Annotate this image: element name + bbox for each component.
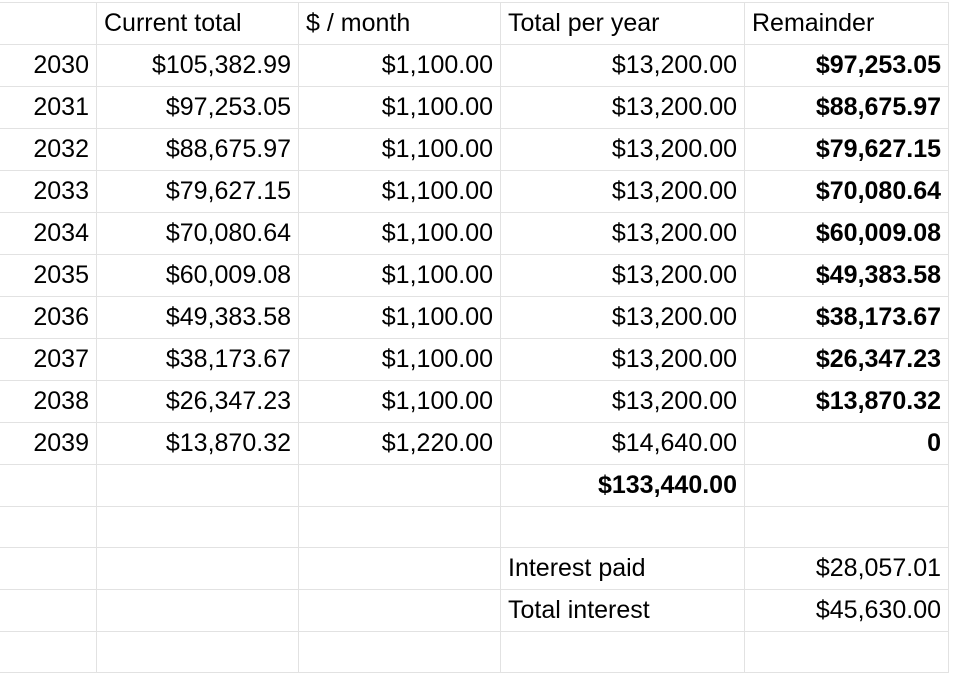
total-per-year-sum-cell[interactable]: $133,440.00 xyxy=(501,465,745,507)
current-total-cell[interactable]: $88,675.97 xyxy=(97,129,299,171)
empty-cell[interactable] xyxy=(299,590,501,632)
current-total-cell[interactable]: $60,009.08 xyxy=(97,255,299,297)
remainder-cell[interactable]: $49,383.58 xyxy=(745,255,949,297)
year-cell[interactable]: 2035 xyxy=(0,255,97,297)
table-row xyxy=(0,339,949,381)
empty-cell[interactable] xyxy=(0,507,97,548)
empty-cell[interactable] xyxy=(97,590,299,632)
year-cell[interactable]: 2036 xyxy=(0,297,97,339)
per-year-cell[interactable]: $13,200.00 xyxy=(501,297,745,339)
per-year-cell[interactable]: $13,200.00 xyxy=(501,339,745,381)
table-row xyxy=(0,213,949,255)
remainder-cell[interactable]: $38,173.67 xyxy=(745,297,949,339)
remainder-cell[interactable]: $88,675.97 xyxy=(745,87,949,129)
empty-cell[interactable] xyxy=(745,465,949,507)
year-cell[interactable]: 2034 xyxy=(0,213,97,255)
empty-cell[interactable] xyxy=(97,465,299,507)
per-month-cell[interactable]: $1,100.00 xyxy=(299,45,501,87)
header-cell-per-month[interactable]: $ / month xyxy=(299,3,501,45)
per-year-cell[interactable]: $14,640.00 xyxy=(501,423,745,465)
current-total-cell[interactable]: $105,382.99 xyxy=(97,45,299,87)
remainder-cell[interactable]: $26,347.23 xyxy=(745,339,949,381)
table-row xyxy=(0,87,949,129)
current-total-cell[interactable]: $38,173.67 xyxy=(97,339,299,381)
year-cell[interactable]: 2033 xyxy=(0,171,97,213)
per-year-cell[interactable]: $13,200.00 xyxy=(501,87,745,129)
remainder-cell[interactable]: $60,009.08 xyxy=(745,213,949,255)
remainder-cell[interactable]: $97,253.05 xyxy=(745,45,949,87)
current-total-cell[interactable]: $26,347.23 xyxy=(97,381,299,423)
table-row xyxy=(0,423,949,465)
per-year-cell[interactable]: $13,200.00 xyxy=(501,171,745,213)
empty-cell[interactable] xyxy=(97,632,299,673)
summary-value-cell[interactable]: $45,630.00 xyxy=(745,590,949,632)
header-cell-year[interactable] xyxy=(0,3,97,45)
year-cell[interactable]: 2032 xyxy=(0,129,97,171)
per-month-cell[interactable]: $1,100.00 xyxy=(299,171,501,213)
sum-row xyxy=(0,465,949,507)
summary-label-cell[interactable]: Total interest xyxy=(501,590,745,632)
empty-cell[interactable] xyxy=(299,465,501,507)
header-cell-remainder[interactable]: Remainder xyxy=(745,3,949,45)
summary-value-cell[interactable]: $28,057.01 xyxy=(745,548,949,590)
table-row xyxy=(0,45,949,87)
per-month-cell[interactable]: $1,220.00 xyxy=(299,423,501,465)
per-year-cell[interactable]: $13,200.00 xyxy=(501,213,745,255)
empty-cell[interactable] xyxy=(745,507,949,548)
header-row xyxy=(0,3,949,45)
current-total-cell[interactable]: $70,080.64 xyxy=(97,213,299,255)
empty-cell[interactable] xyxy=(0,632,97,673)
table-row xyxy=(0,297,949,339)
remainder-cell[interactable]: $13,870.32 xyxy=(745,381,949,423)
table-row xyxy=(0,171,949,213)
empty-cell[interactable] xyxy=(0,465,97,507)
per-year-cell[interactable]: $13,200.00 xyxy=(501,129,745,171)
remainder-cell[interactable]: $70,080.64 xyxy=(745,171,949,213)
per-month-cell[interactable]: $1,100.00 xyxy=(299,381,501,423)
empty-cell[interactable] xyxy=(299,548,501,590)
empty-cell[interactable] xyxy=(745,632,949,673)
empty-cell[interactable] xyxy=(0,590,97,632)
per-year-cell[interactable]: $13,200.00 xyxy=(501,255,745,297)
spreadsheet-grid xyxy=(0,2,949,673)
spreadsheet-body xyxy=(0,3,949,673)
per-month-cell[interactable]: $1,100.00 xyxy=(299,255,501,297)
summary-row xyxy=(0,590,949,632)
header-cell-current-total[interactable]: Current total xyxy=(97,3,299,45)
year-cell[interactable]: 2038 xyxy=(0,381,97,423)
year-cell[interactable]: 2039 xyxy=(0,423,97,465)
year-cell[interactable]: 2037 xyxy=(0,339,97,381)
table-row xyxy=(0,129,949,171)
empty-cell[interactable] xyxy=(299,507,501,548)
empty-cell[interactable] xyxy=(299,632,501,673)
current-total-cell[interactable]: $97,253.05 xyxy=(97,87,299,129)
per-year-cell[interactable]: $13,200.00 xyxy=(501,45,745,87)
remainder-cell[interactable]: 0 xyxy=(745,423,949,465)
header-cell-total-per-year[interactable]: Total per year xyxy=(501,3,745,45)
empty-cell[interactable] xyxy=(501,507,745,548)
empty-cell[interactable] xyxy=(97,507,299,548)
summary-label-cell[interactable]: Interest paid xyxy=(501,548,745,590)
current-total-cell[interactable]: $13,870.32 xyxy=(97,423,299,465)
per-month-cell[interactable]: $1,100.00 xyxy=(299,129,501,171)
per-month-cell[interactable]: $1,100.00 xyxy=(299,339,501,381)
year-cell[interactable]: 2031 xyxy=(0,87,97,129)
table-row xyxy=(0,255,949,297)
per-month-cell[interactable]: $1,100.00 xyxy=(299,297,501,339)
blank-row xyxy=(0,632,949,673)
empty-cell[interactable] xyxy=(501,632,745,673)
current-total-cell[interactable]: $49,383.58 xyxy=(97,297,299,339)
per-year-cell[interactable]: $13,200.00 xyxy=(501,381,745,423)
summary-row xyxy=(0,548,949,590)
year-cell[interactable]: 2030 xyxy=(0,45,97,87)
per-month-cell[interactable]: $1,100.00 xyxy=(299,213,501,255)
blank-row xyxy=(0,507,949,548)
remainder-cell[interactable]: $79,627.15 xyxy=(745,129,949,171)
per-month-cell[interactable]: $1,100.00 xyxy=(299,87,501,129)
table-row xyxy=(0,381,949,423)
empty-cell[interactable] xyxy=(0,548,97,590)
current-total-cell[interactable]: $79,627.15 xyxy=(97,171,299,213)
empty-cell[interactable] xyxy=(97,548,299,590)
